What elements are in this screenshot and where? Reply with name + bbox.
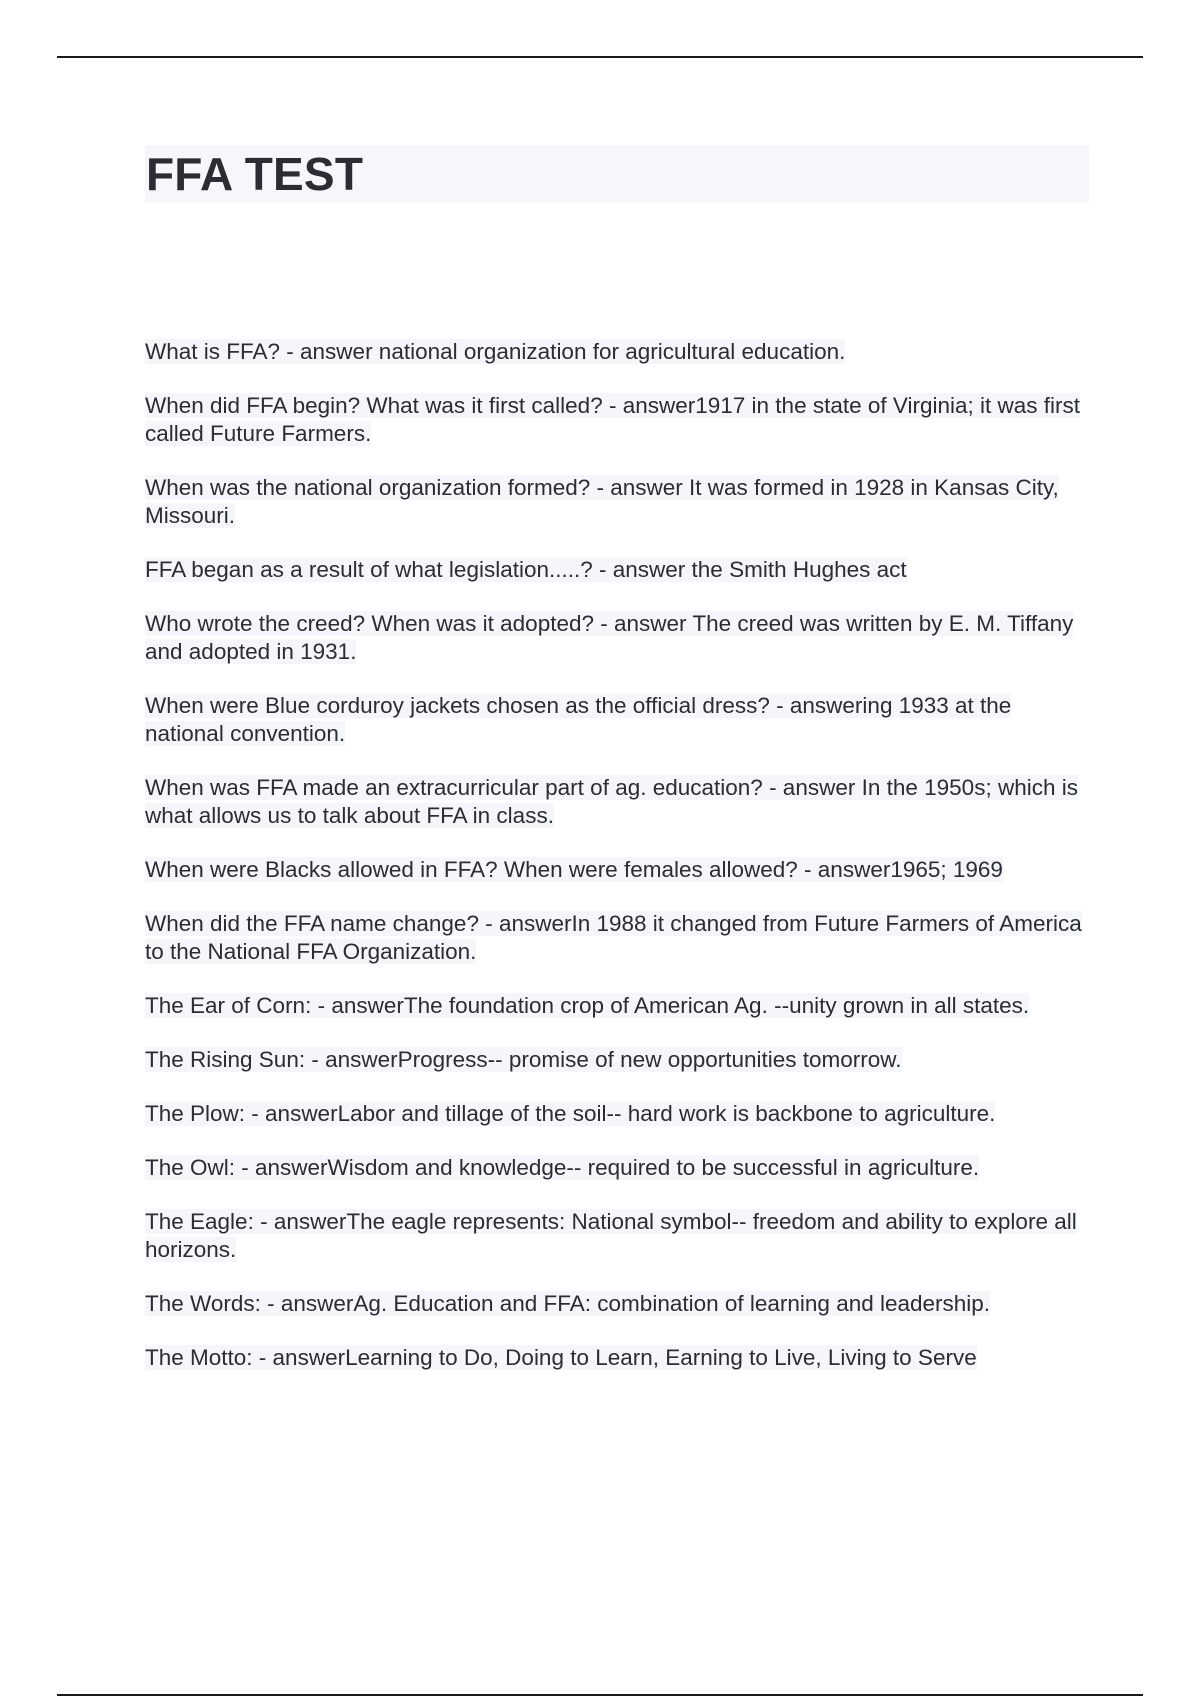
qa-item	[145, 1100, 1095, 1128]
qa-item	[145, 1344, 1095, 1372]
qa-item	[145, 856, 1095, 884]
qa-text: The Ear of Corn: - answerThe foundation crop of American Ag. --unity grown in all states.	[145, 993, 1030, 1018]
qa-list	[145, 338, 1095, 1398]
qa-item	[145, 556, 1095, 584]
qa-item	[145, 474, 1095, 530]
qa-text: The Words: - answerAg. Education and FFA: combination of learning and leadership.	[145, 1291, 991, 1316]
qa-text: The Plow: - answerLabor and tillage of the soil-- hard work is backbone to agriculture.	[145, 1101, 996, 1126]
qa-item	[145, 774, 1095, 830]
qa-item	[145, 1154, 1095, 1182]
qa-text: When did FFA begin? What was it first called? - answer1917 in the state of Virginia; it was first called Future Farmers.	[145, 393, 1081, 446]
qa-item	[145, 610, 1095, 666]
qa-item	[145, 1208, 1095, 1264]
qa-text: The Rising Sun: - answerProgress-- promise of new opportunities tomorrow.	[145, 1047, 902, 1072]
qa-text: When did the FFA name change? - answerIn 1988 it changed from Future Farmers of America to the National FFA Organization.	[145, 911, 1082, 964]
top-divider	[57, 56, 1143, 58]
qa-item	[145, 910, 1095, 966]
qa-item	[145, 1046, 1095, 1074]
qa-text: What is FFA? - answer national organization for agricultural education.	[145, 339, 846, 364]
qa-text: FFA began as a result of what legislation.....? - answer the Smith Hughes act	[145, 557, 907, 582]
qa-item	[145, 692, 1095, 748]
bottom-divider	[57, 1694, 1143, 1696]
qa-item	[145, 392, 1095, 448]
page-title: FFA TEST	[146, 148, 364, 200]
qa-text: The Motto: - answerLearning to Do, Doing to Learn, Earning to Live, Living to Serve	[145, 1345, 977, 1370]
qa-text: When was the national organization formed? - answer It was formed in 1928 in Kansas City, Missouri.	[145, 475, 1059, 528]
qa-text: When were Blue corduroy jackets chosen as the official dress? - answering 1933 at the national convention.	[145, 693, 1012, 746]
qa-text: When was FFA made an extracurricular part of ag. education? - answer In the 1950s; which is what allows us to talk about FFA in class.	[145, 775, 1078, 828]
qa-item	[145, 1290, 1095, 1318]
qa-text: When were Blacks allowed in FFA? When were females allowed? - answer1965; 1969	[145, 857, 1003, 882]
qa-text: The Eagle: - answerThe eagle represents: National symbol-- freedom and ability to explore all horizons.	[145, 1209, 1077, 1262]
qa-item	[145, 338, 1095, 366]
qa-text: Who wrote the creed? When was it adopted? - answer The creed was written by E. M. Tiffany and adopted in 1931.	[145, 611, 1074, 664]
qa-item	[145, 992, 1095, 1020]
qa-text: The Owl: - answerWisdom and knowledge-- required to be successful in agriculture.	[145, 1155, 980, 1180]
